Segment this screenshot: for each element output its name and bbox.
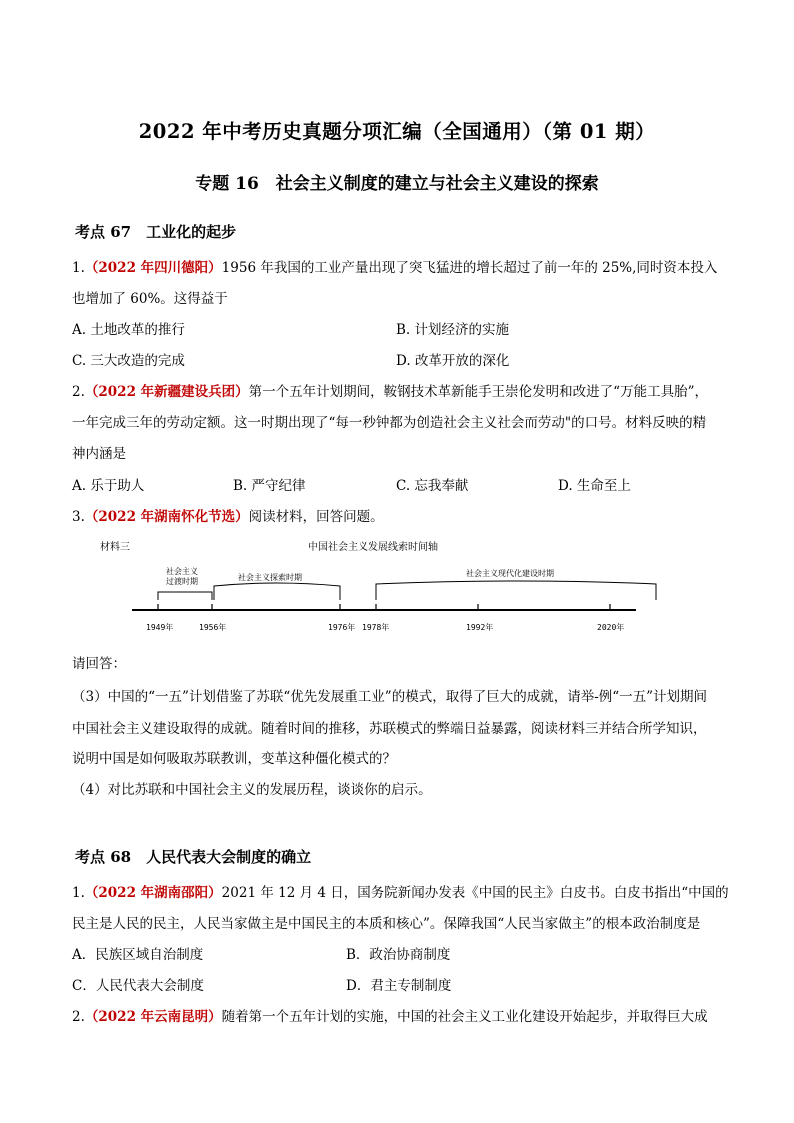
question-68-2 (72, 1008, 724, 1026)
question-source: （2022 年湖南邵阳） (84, 885, 222, 901)
option-a[interactable]: A．民族区域自治制度 (72, 947, 204, 963)
option-d[interactable]: D. 生命至上 (558, 478, 631, 494)
question-number: 3. (72, 509, 85, 525)
period-bracket-3 (376, 581, 656, 600)
question-number: 2. (72, 384, 85, 400)
question-source: （2022 年四川德阳） (84, 260, 222, 276)
year-2020: 2020年 (597, 623, 625, 632)
question-text-line: 神内涵是 (72, 446, 126, 462)
material-label: 材料三 (100, 542, 130, 553)
question-text: 2021 年 12 月 4 日，国务院新闻办发表《中国的民主》白皮书。白皮书指出“中国的 (221, 885, 729, 901)
sub-question-3: （3）中国的“一五”计划借鉴了苏联“优先发展重工业”的模式，取得了巨大的成就，请举-例“一五”计划期间 (72, 689, 708, 705)
question-source: （2022 年新疆建设兵团） (84, 384, 249, 400)
option-b[interactable]: B. 严守纪律 (233, 478, 306, 494)
year-1976: 1976年 (328, 623, 356, 632)
question-text-line: 民主是人民的民主，人民当家做主是中国民主的本质和核心”。保障我国“人民当家做主”的根本政治制度是 (72, 916, 701, 932)
sub-question-4: （4）对比苏联和中国社会主义的发展历程，谈谈你的启示。 (72, 782, 432, 798)
question-67-3 (72, 508, 724, 526)
question-text-line: 说明中国是如何吸取苏联教训，变革这种僵化模式的？ (72, 751, 396, 767)
question-text-line: 中国社会主义建设取得的成就。随着时间的推移，苏联模式的弊端日益暴露，阅读材料三并结合所学知识， (72, 721, 707, 737)
subtitle: 专题 16 社会主义制度的建立与社会主义建设的探索 (195, 174, 599, 194)
question-text-line: 一年完成三年的劳动定额。这一时期出现了“每一秒钟都为创造社会主义社会而劳动"的口号。材料反映的精 (72, 415, 707, 431)
main-title: 2022 年中考历史真题分项汇编（全国通用）（第 01 期） (138, 120, 656, 143)
question-67-2 (72, 383, 724, 401)
option-a[interactable]: A. 乐于助人 (72, 478, 145, 494)
option-c[interactable]: C. 忘我奉献 (396, 478, 469, 494)
period-label-2: 社会主义探索时期 (238, 573, 302, 582)
question-text: 第一个五年计划期间，鞍钢技术革新能手王崇伦发明和改进了“万能工具胎”， (248, 384, 708, 400)
year-1978: 1978年 (362, 623, 390, 632)
question-number: 1. (72, 260, 85, 276)
option-a[interactable]: A. 土地改革的推行 (72, 322, 185, 338)
question-67-1 (72, 259, 724, 277)
question-text-line: 也增加了 60%。这得益于 (72, 291, 228, 307)
period-label-1b: 过渡时期 (166, 577, 198, 586)
question-text: 随着第一个五年计划的实施，中国的社会主义工业化建设开始起步，并取得巨大成 (221, 1009, 708, 1025)
option-b[interactable]: B．政治协商制度 (346, 947, 451, 963)
question-number: 1. (72, 885, 85, 901)
year-1956: 1956年 (199, 623, 227, 632)
option-c[interactable]: C. 三大改造的完成 (72, 353, 185, 369)
period-label-1a: 社会主义 (166, 567, 198, 576)
question-68-1 (72, 884, 729, 902)
timeline-title: 中国社会主义发展线索时间轴 (308, 542, 438, 553)
period-label-3: 社会主义现代化建设时期 (466, 569, 554, 578)
question-text: 阅读材料，回答问题。 (248, 509, 384, 525)
option-d[interactable]: D. 改革开放的深化 (396, 353, 510, 369)
option-c[interactable]: C．人民代表大会制度 (72, 978, 204, 994)
period-bracket-2 (214, 583, 340, 600)
question-text: 1956 年我国的工业产量出现了突飞猛进的增长超过了前一年的 25%,同时资本投入 (221, 260, 718, 276)
year-1949: 1949年 (146, 623, 174, 632)
question-source: （2022 年云南昆明） (84, 1009, 222, 1025)
answer-prompt: 请回答： (72, 656, 126, 672)
question-number: 2. (72, 1009, 85, 1025)
timeline-svg (100, 536, 660, 636)
section-68-title: 考点 68 人民代表大会制度的确立 (75, 848, 312, 866)
timeline-figure (100, 536, 660, 636)
option-b[interactable]: B. 计划经济的实施 (396, 322, 510, 338)
period-bracket-1 (158, 592, 212, 600)
year-1992: 1992年 (466, 623, 494, 632)
option-d[interactable]: D．君主专制制度 (346, 978, 452, 994)
question-source: （2022 年湖南怀化节选） (84, 509, 249, 525)
section-67-title: 考点 67 工业化的起步 (75, 223, 237, 241)
